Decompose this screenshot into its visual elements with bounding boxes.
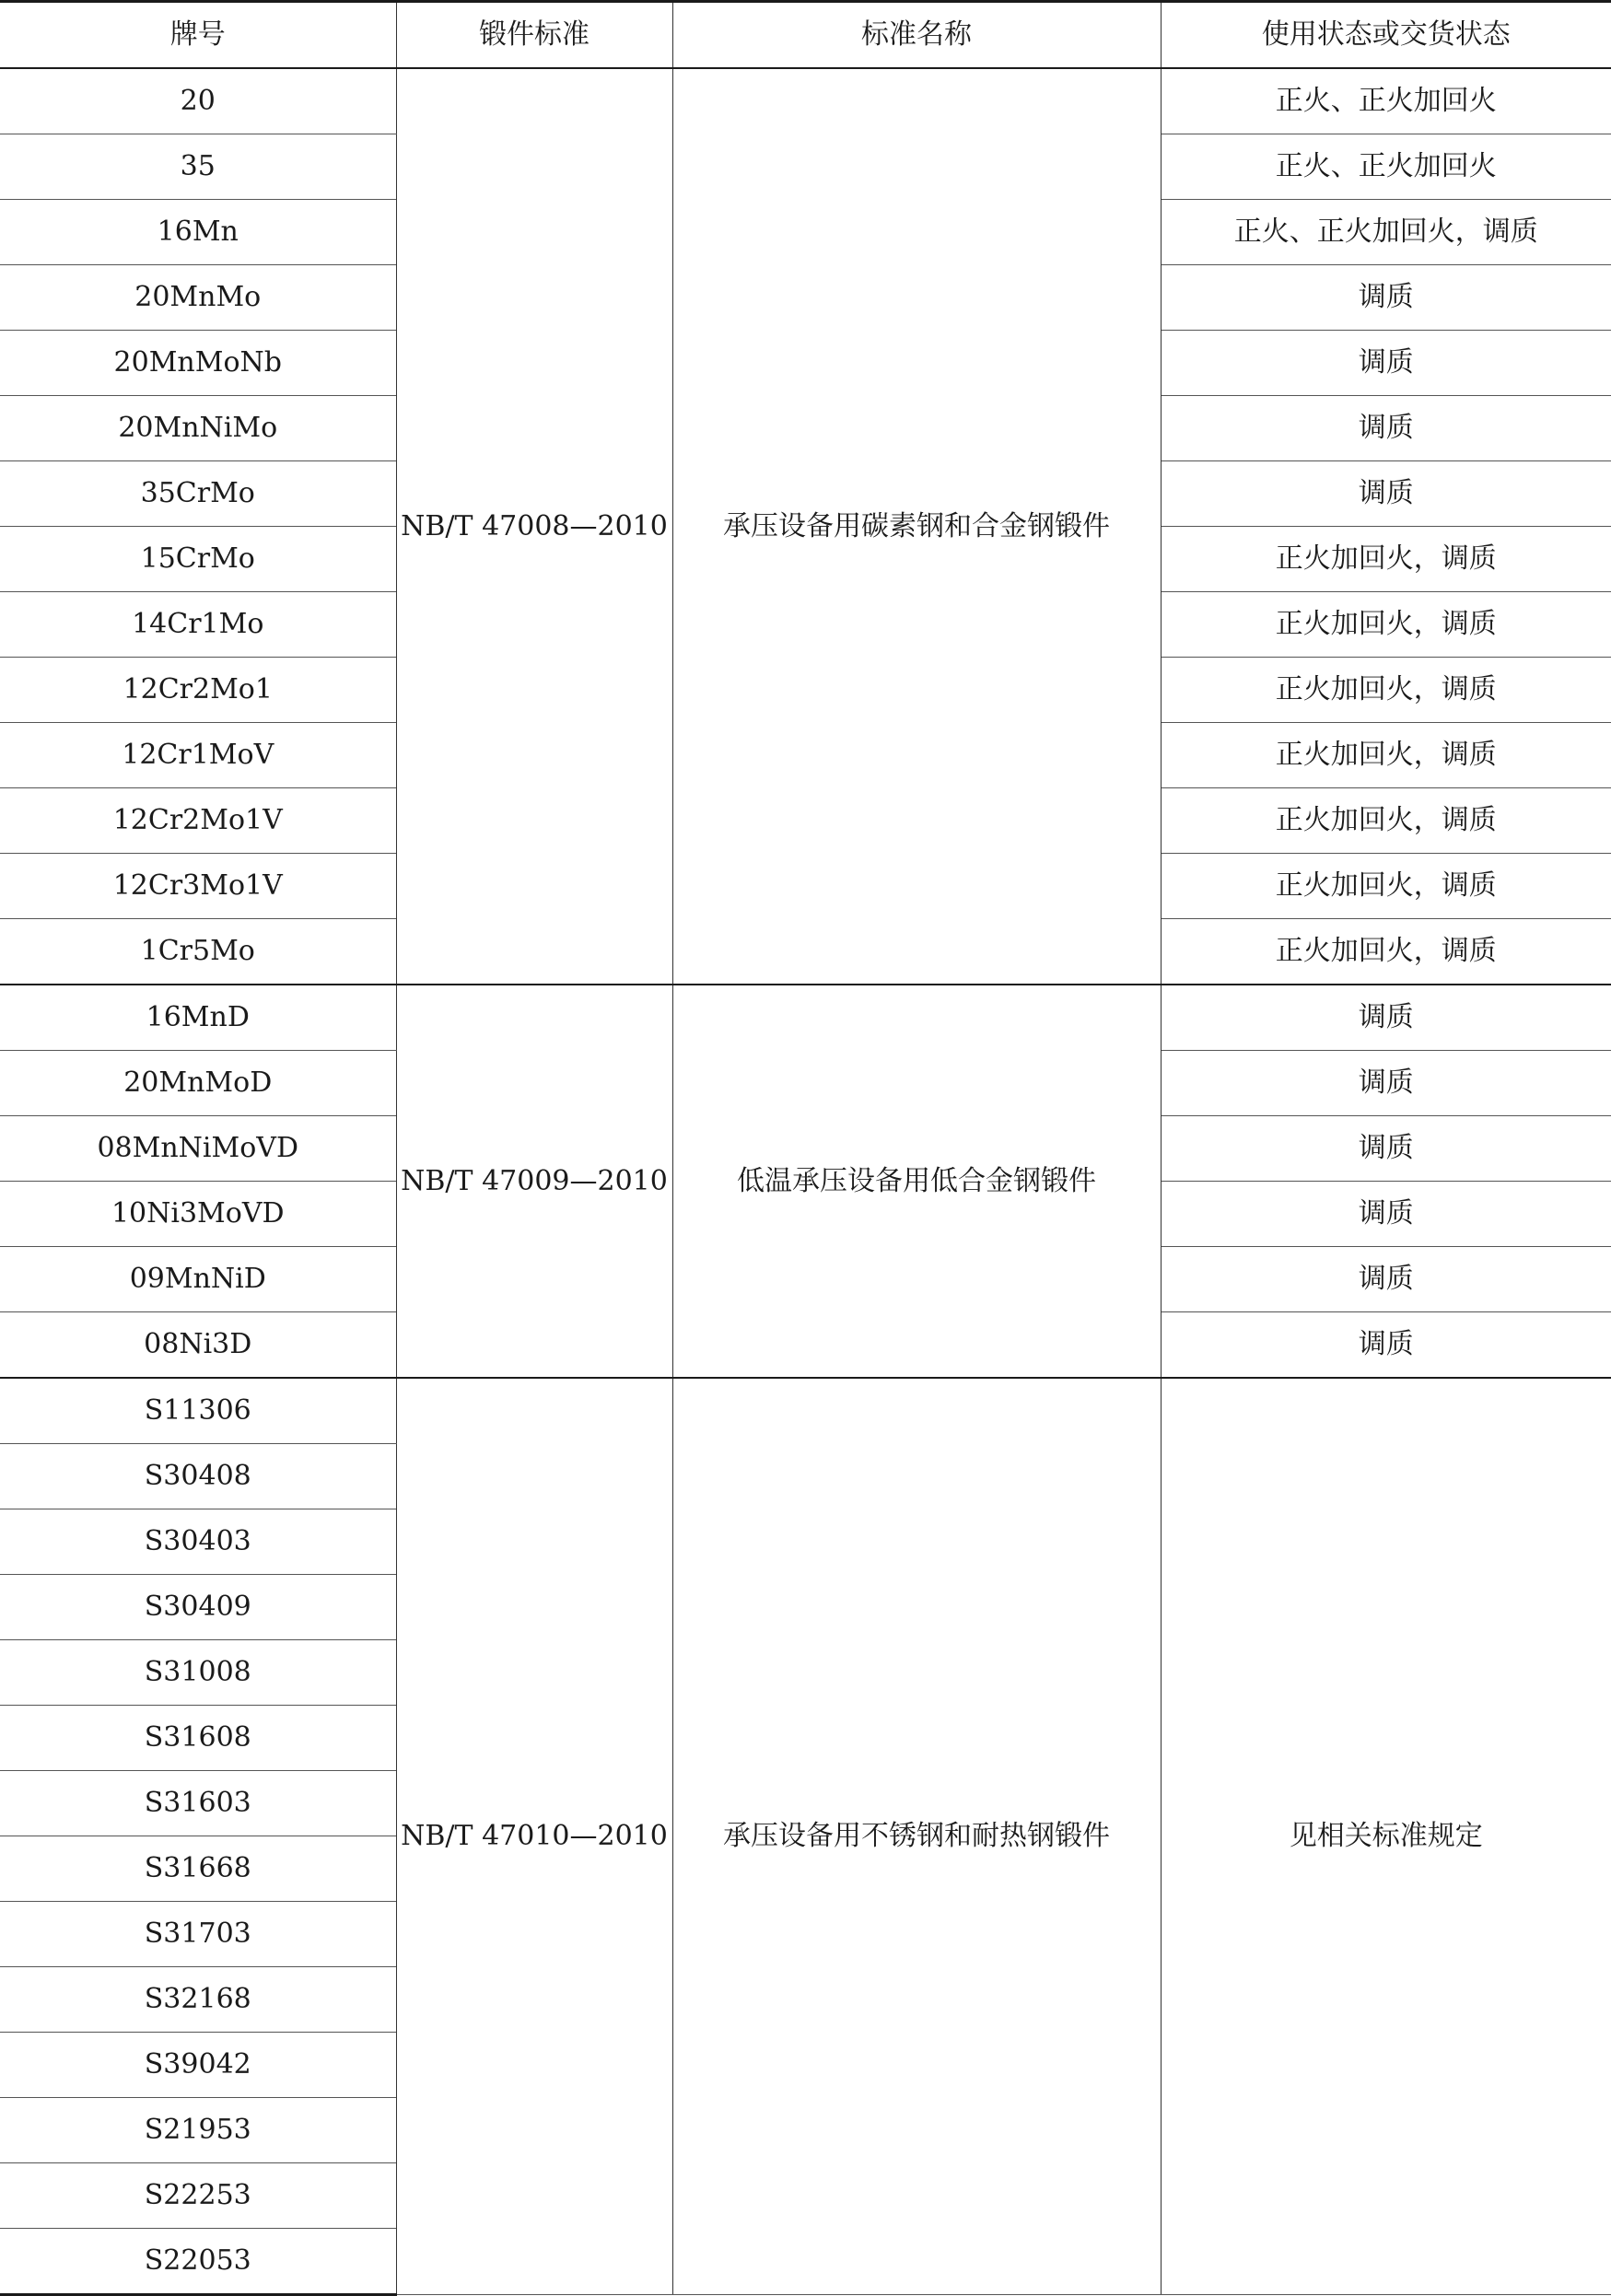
grade-cell: S11306 (0, 1378, 396, 1444)
grade-cell: S31668 (0, 1836, 396, 1902)
grade-cell: 08MnNiMoVD (0, 1116, 396, 1182)
grade-cell: S39042 (0, 2033, 396, 2098)
grade-cell: 20MnNiMo (0, 396, 396, 461)
delivery-state-cell: 调质 (1161, 396, 1611, 461)
delivery-state-cell: 正火、正火加回火 (1161, 134, 1611, 200)
grade-cell: S22253 (0, 2163, 396, 2229)
grade-cell: S30408 (0, 1444, 396, 1509)
delivery-state-cell: 正火加回火，调质 (1161, 723, 1611, 788)
delivery-state-cell: 调质 (1161, 1182, 1611, 1247)
table-row (0, 68, 1611, 134)
delivery-state-cell: 调质 (1161, 1247, 1611, 1312)
header-delivery-state: 使用状态或交货状态 (1161, 2, 1611, 69)
grade-cell: S31008 (0, 1640, 396, 1706)
grade-cell: 35 (0, 134, 396, 200)
header-grade: 牌号 (0, 2, 396, 69)
delivery-state-cell: 正火加回火，调质 (1161, 527, 1611, 592)
grade-cell: 09MnNiD (0, 1247, 396, 1312)
delivery-state-cell: 正火加回火，调质 (1161, 788, 1611, 854)
grade-cell: S22053 (0, 2229, 396, 2295)
grade-cell: 12Cr2Mo1V (0, 788, 396, 854)
grade-cell: 20MnMo (0, 265, 396, 331)
grade-cell: S31603 (0, 1771, 396, 1836)
delivery-state-cell: 调质 (1161, 331, 1611, 396)
table-body (0, 68, 1611, 2295)
standard-name-cell: 承压设备用碳素钢和合金钢锻件 (672, 68, 1161, 985)
standard-name-cell: 承压设备用不锈钢和耐热钢锻件 (672, 1378, 1161, 2295)
grade-cell: 12Cr1MoV (0, 723, 396, 788)
grade-cell: 35CrMo (0, 461, 396, 527)
delivery-state-cell: 正火加回火，调质 (1161, 854, 1611, 919)
forging-standard-cell: NB/T 47008—2010 (396, 68, 672, 985)
grade-cell: 14Cr1Mo (0, 592, 396, 658)
forging-standard-cell: NB/T 47010—2010 (396, 1378, 672, 2295)
grade-cell: S31703 (0, 1902, 396, 1967)
delivery-state-cell: 正火、正火加回火 (1161, 68, 1611, 134)
grade-cell: S30403 (0, 1509, 396, 1575)
grade-cell: S30409 (0, 1575, 396, 1640)
table-row (0, 985, 1611, 1051)
header-row (0, 2, 1611, 69)
delivery-state-cell: 正火加回火，调质 (1161, 658, 1611, 723)
forging-standard-cell: NB/T 47009—2010 (396, 985, 672, 1378)
delivery-state-cell: 正火、正火加回火，调质 (1161, 200, 1611, 265)
delivery-state-cell: 见相关标准规定 (1161, 1378, 1611, 2295)
grade-cell: 10Ni3MoVD (0, 1182, 396, 1247)
delivery-state-cell: 正火加回火，调质 (1161, 592, 1611, 658)
grade-cell: 15CrMo (0, 527, 396, 592)
grade-cell: 20 (0, 68, 396, 134)
grade-cell: 16MnD (0, 985, 396, 1051)
header-forging-standard: 锻件标准 (396, 2, 672, 69)
standard-name-cell: 低温承压设备用低合金钢锻件 (672, 985, 1161, 1378)
grade-cell: 1Cr5Mo (0, 919, 396, 985)
delivery-state-cell: 调质 (1161, 1312, 1611, 1379)
grade-cell: 12Cr2Mo1 (0, 658, 396, 723)
grade-cell: 12Cr3Mo1V (0, 854, 396, 919)
grade-cell: 20MnMoD (0, 1051, 396, 1116)
grade-cell: 16Mn (0, 200, 396, 265)
header-standard-name: 标准名称 (672, 2, 1161, 69)
grade-cell: S32168 (0, 1967, 396, 2033)
grade-cell: S21953 (0, 2098, 396, 2163)
table-header (0, 2, 1611, 69)
delivery-state-cell: 调质 (1161, 1051, 1611, 1116)
grade-cell: S31608 (0, 1706, 396, 1771)
table-row (0, 1378, 1611, 1444)
grade-cell: 08Ni3D (0, 1312, 396, 1379)
delivery-state-cell: 正火加回火，调质 (1161, 919, 1611, 985)
delivery-state-cell: 调质 (1161, 1116, 1611, 1182)
grade-cell: 20MnMoNb (0, 331, 396, 396)
delivery-state-cell: 调质 (1161, 461, 1611, 527)
delivery-state-cell: 调质 (1161, 985, 1611, 1051)
delivery-state-cell: 调质 (1161, 265, 1611, 331)
